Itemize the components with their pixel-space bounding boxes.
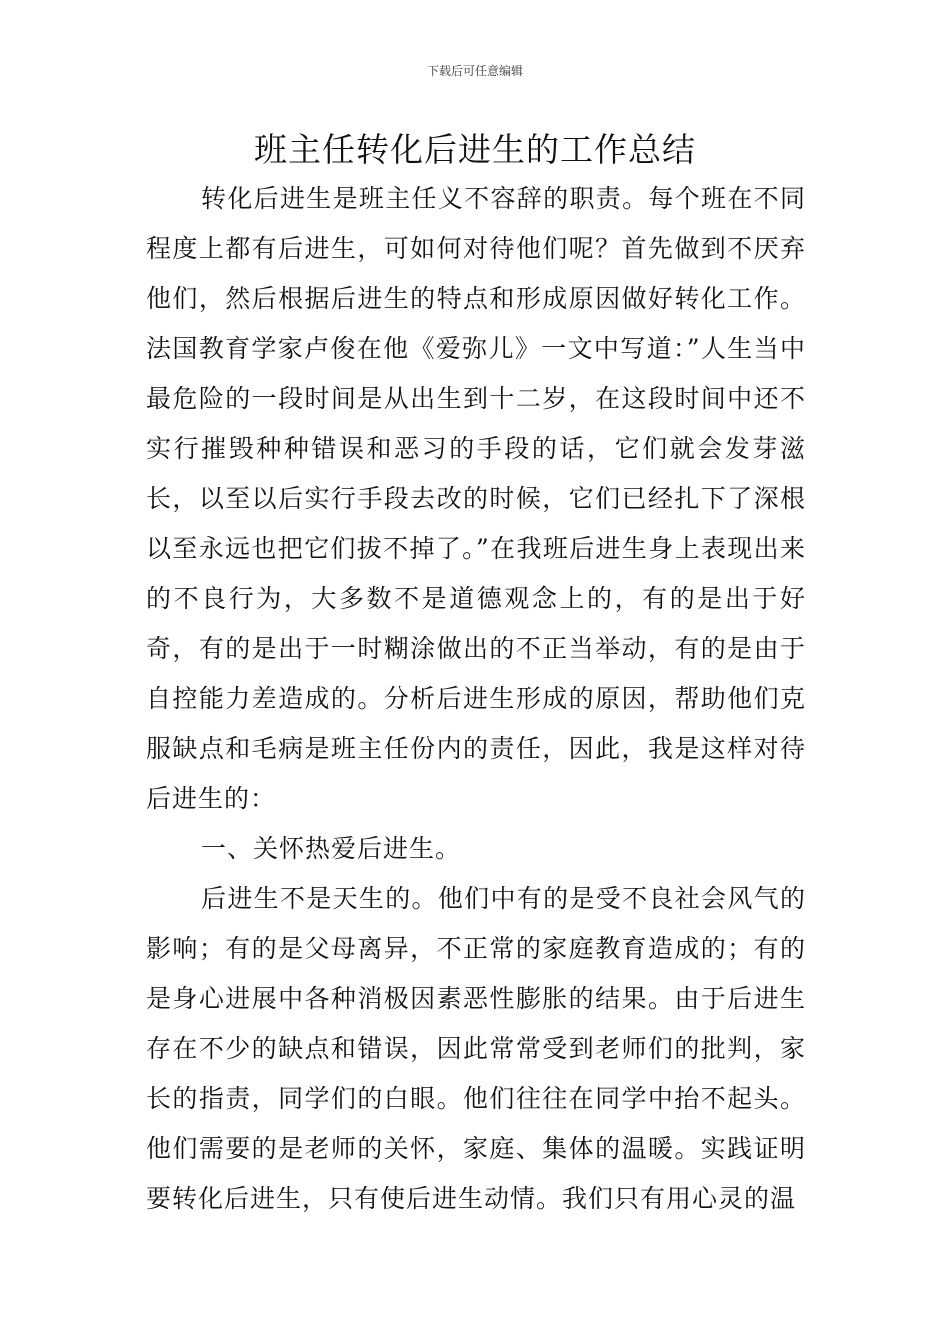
document-title: 班主任转化后进生的工作总结 [254, 130, 696, 169]
paragraph-intro: 转化后进生是班主任义不容辞的职责。每个班在不同程度上都有后进生，可如何对待他们呢？首先做到不厌弃他们，然后根据后进生的特点和形成原因做好转化工作。法国教育学家卢俊在他《爱弥儿》一文中写道：”人生当中最危险的一段时间是从出生到十二岁，在这段时间中还不实行摧毁种种错误和恶习的手段的话，它们就会发芽滋长，以至以后实行手段去改的时候，它们已经扎下了深根以至永远也把它们拔不掉了。”在我班后进生身上表现出来的不良行为，大多数不是道德观念上的，有的是出于好奇，有的是出于一时糊涂做出的不正当举动，有的是由于自控能力差造成的。分析后进生形成的原因，帮助他们克服缺点和毛病是班主任份内的责任，因此，我是这样对待后进生的： [146, 184, 806, 813]
paragraph-section-1: 后进生不是天生的。他们中有的是受不良社会风气的影响；有的是父母离异，不正常的家庭教育造成的；有的是身心进展中各种消极因素恶性膨胀的结果。由于后进生存在不少的缺点和错误，因此常常受到老师们的批判，家长的指责，同学们的白眼。他们往往在同学中抬不起头。他们需要的是老师的关怀，家庭、集体的温暖。实践证明要转化后进生，只有使后进生动情。我们只有用心灵的温 [146, 884, 806, 1213]
section-heading-1: 一、关怀热爱后进生。 [201, 834, 462, 863]
document-body [146, 174, 806, 1224]
page-header-note: 下载后可任意编辑 [426, 64, 523, 78]
